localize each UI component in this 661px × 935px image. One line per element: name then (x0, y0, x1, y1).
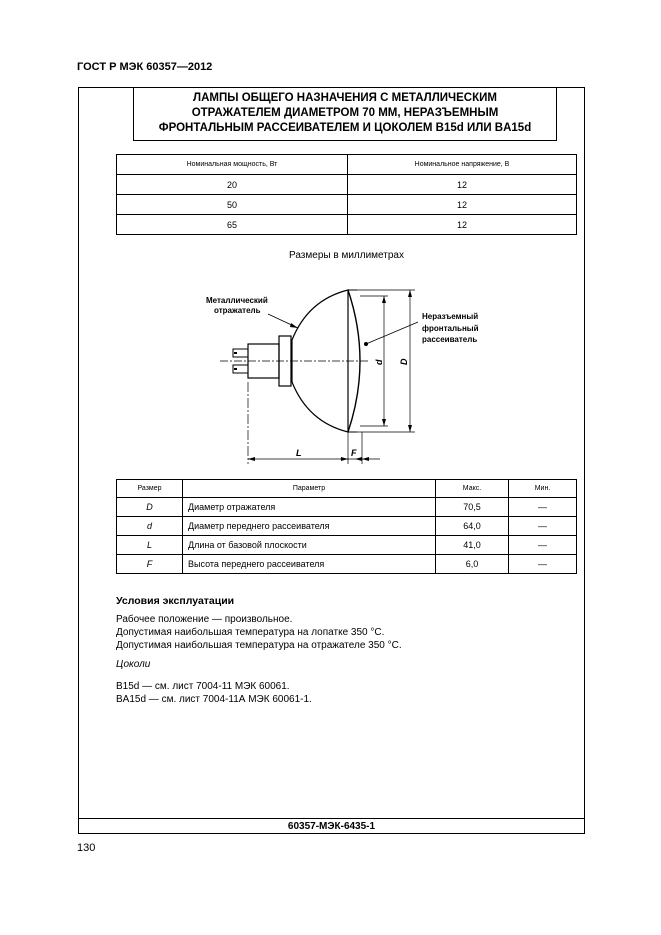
cell-min: — (509, 498, 577, 517)
cell-max: 64,0 (436, 517, 509, 536)
cell-min: — (509, 536, 577, 555)
dimensions-table (116, 479, 577, 574)
condition-line: Рабочее положение — произвольное. (116, 614, 293, 625)
table-row (117, 517, 577, 536)
cell-max: 6,0 (436, 555, 509, 574)
conditions-title: Условия эксплуатации (116, 595, 235, 607)
header-parameter: Параметр (183, 480, 436, 498)
table-row (117, 555, 577, 574)
caps-title: Цоколи (116, 659, 151, 670)
cell-parameter: Высота переднего рассеивателя (183, 555, 436, 574)
ratings-table (116, 154, 577, 235)
dim-label-L: L (296, 448, 302, 458)
table-row (117, 175, 577, 195)
caps-line: BA15d — см. лист 7004-11А МЭК 60061-1. (116, 694, 312, 705)
header-power: Номинальная мощность, Вт (117, 155, 348, 175)
table-header-row (117, 155, 577, 175)
header-min: Мин. (509, 480, 577, 498)
label-reflector-1: Металлический (206, 296, 268, 305)
condition-line: Допустимая наибольшая температура на лопатке 350 °С. (116, 627, 385, 638)
cell-parameter: Диаметр отражателя (183, 498, 436, 517)
dim-label-D: D (399, 358, 409, 365)
title-box (133, 87, 557, 141)
cell-power: 65 (117, 215, 348, 235)
caps-line: B15d — см. лист 7004-11 МЭК 60061. (116, 681, 290, 692)
header-voltage: Номинальное напряжение, В (348, 155, 577, 175)
cell-symbol: d (117, 517, 183, 536)
standard-header: ГОСТ Р МЭК 60357—2012 (77, 61, 213, 73)
table-row (117, 536, 577, 555)
cell-symbol: L (117, 536, 183, 555)
dim-label-F: F (351, 448, 357, 458)
title-line-2: ОТРАЖАТЕЛЕМ ДИАМЕТРОМ 70 ММ, НЕРАЗЪЕМНЫМ (191, 107, 499, 119)
header-max: Макс. (436, 480, 509, 498)
dimensions-caption: Размеры в миллиметрах (289, 250, 404, 261)
cell-max: 41,0 (436, 536, 509, 555)
table-row (117, 215, 577, 235)
header-size: Размер (117, 480, 183, 498)
page-number: 130 (77, 842, 96, 854)
cell-symbol: F (117, 555, 183, 574)
footer-code: 60357-МЭК-6435-1 (78, 818, 585, 834)
cell-power: 20 (117, 175, 348, 195)
cell-max: 70,5 (436, 498, 509, 517)
title-line-1: ЛАМПЫ ОБЩЕГО НАЗНАЧЕНИЯ С МЕТАЛЛИЧЕСКИМ (193, 92, 497, 104)
cell-min: — (509, 517, 577, 536)
label-reflector-2: отражатель (214, 306, 261, 315)
label-diffuser-3: рассеиватель (422, 335, 478, 344)
title-line-3: ФРОНТАЛЬНЫМ РАССЕИВАТЕЛЕМ И ЦОКОЛЕМ B15d ИЛИ BA15d (158, 122, 532, 134)
cell-parameter: Длина от базовой плоскости (183, 536, 436, 555)
cell-symbol: D (117, 498, 183, 517)
label-diffuser-1: Неразъемный (422, 312, 479, 321)
cell-voltage: 12 (348, 175, 577, 195)
cell-voltage: 12 (348, 215, 577, 235)
lamp-drawing (200, 282, 500, 472)
condition-line: Допустимая наибольшая температура на отражателе 350 °С. (116, 640, 402, 651)
dim-label-d: d (374, 359, 384, 365)
label-diffuser-2: фронтальный (422, 324, 479, 333)
cell-min: — (509, 555, 577, 574)
table-row (117, 498, 577, 517)
cell-power: 50 (117, 195, 348, 215)
table-header-row (117, 480, 577, 498)
cell-voltage: 12 (348, 195, 577, 215)
table-row (117, 195, 577, 215)
cell-parameter: Диаметр переднего рассеивателя (183, 517, 436, 536)
